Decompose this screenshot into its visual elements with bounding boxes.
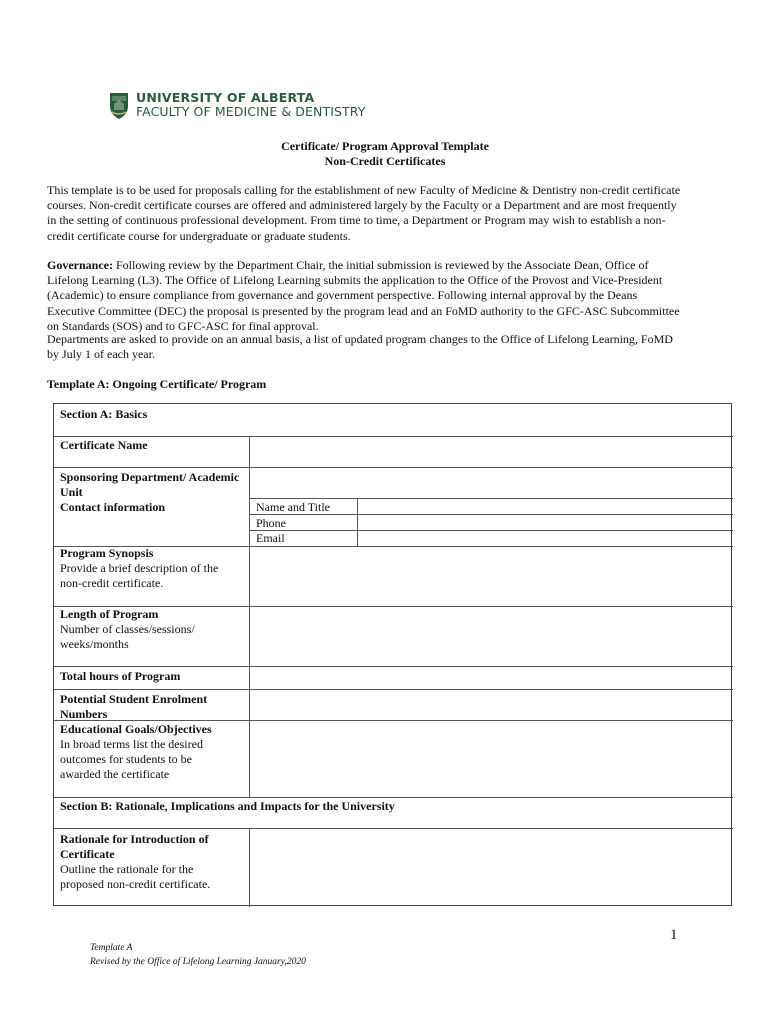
logo-university-name: UNIVERSITY OF ALBERTA <box>136 90 315 105</box>
intro-paragraph: This template is to be used for proposals calling for the establishment of new Faculty of Medicine & Dentistry non-credit certificate courses. Non-credit certificate courses are offered and administered largely by the Faculty or a Department and are most frequently in the setting of continuous professional development. From time to time, a Department or Program may wish to establish a non-credit certificate course for undergraduate or graduate students. <box>47 183 681 243</box>
certificate-name-field[interactable] <box>250 437 732 466</box>
contact-name-title-field[interactable] <box>358 499 732 513</box>
length-of-program-field[interactable] <box>250 607 732 665</box>
footer-template-label: Template A <box>90 943 133 953</box>
contact-phone-field[interactable] <box>358 515 732 529</box>
certificate-name-label: Certificate Name <box>60 438 148 452</box>
contact-email-label: Email <box>256 531 285 545</box>
governance-label: Governance: <box>47 258 113 272</box>
footer-revision-note: Revised by the Office of Lifelong Learning January,2020 <box>90 957 306 967</box>
rationale-hint: Outline the rationale for the proposed non-credit certificate. <box>60 862 211 891</box>
document-title: Certificate/ Program Approval Template <box>281 139 489 153</box>
logo-faculty-name: FACULTY OF MEDICINE & DENTISTRY <box>136 104 366 119</box>
page-number: 1 <box>670 927 678 943</box>
sponsoring-unit-field[interactable] <box>250 468 732 497</box>
contact-name-title-label: Name and Title <box>256 500 330 514</box>
document-subtitle: Non-Credit Certificates <box>324 154 446 168</box>
governance-text: Following review by the Department Chair, the initial submission is reviewed by the Associate Dean, Office of Lifelong Learning (L3). The Office of Lifelong Learning submits the application to the Office of the Provost and Vice-President (Academic) to ensure compliance from governance and government perspective. Following internal approval by the Deans Executive Committee (DEC) the proposal is presented by the program lead and an FoMD authority to the GFC-ASC Subcommittee on Standards (SOS) and to GFC-ASC for final approval. <box>47 258 680 333</box>
total-hours-field[interactable] <box>250 667 732 688</box>
educational-goals-cell <box>60 722 230 782</box>
university-crest-icon <box>108 90 130 120</box>
contact-email-field[interactable] <box>358 531 732 545</box>
length-of-program-label: Length of Program <box>60 607 159 621</box>
length-of-program-hint: Number of classes/sessions/ weeks/months <box>60 622 195 651</box>
enrolment-label: Potential Student Enrolment Numbers <box>60 692 208 721</box>
program-synopsis-field[interactable] <box>250 547 732 605</box>
university-logo <box>108 90 365 120</box>
section-b-heading: Section B: Rationale, Implications and Impacts for the University <box>60 799 395 813</box>
section-a-heading: Section A: Basics <box>60 407 148 421</box>
length-of-program-cell <box>60 607 230 652</box>
departments-paragraph: Departments are asked to provide on an annual basis, a list of updated program changes to the Office of Lifelong Learning, FoMD by July 1 of each year. <box>47 332 673 362</box>
educational-goals-label: Educational Goals/Objectives <box>60 722 212 736</box>
contact-phone-label: Phone <box>256 516 286 530</box>
program-synopsis-hint: Provide a brief description of the non-credit certificate. <box>60 561 219 590</box>
educational-goals-field[interactable] <box>250 721 732 796</box>
governance-paragraph <box>47 258 687 334</box>
rationale-cell <box>60 832 240 892</box>
educational-goals-hint: In broad terms list the desired outcomes for students to be awarded the certificate <box>60 737 203 781</box>
contact-info-label: Contact information <box>60 500 165 514</box>
template-heading: Template A: Ongoing Certificate/ Program <box>47 377 267 391</box>
sponsoring-unit-label: Sponsoring Department/ Academic Unit <box>60 470 240 499</box>
enrolment-field[interactable] <box>250 690 732 719</box>
program-synopsis-cell <box>60 546 240 591</box>
rationale-label: Rationale for Introduction of Certificate <box>60 832 209 861</box>
page-footer <box>90 941 306 969</box>
rationale-field[interactable] <box>250 829 732 905</box>
program-synopsis-label: Program Synopsis <box>60 546 154 560</box>
approval-form-table <box>53 403 732 906</box>
total-hours-label: Total hours of Program <box>60 669 181 683</box>
